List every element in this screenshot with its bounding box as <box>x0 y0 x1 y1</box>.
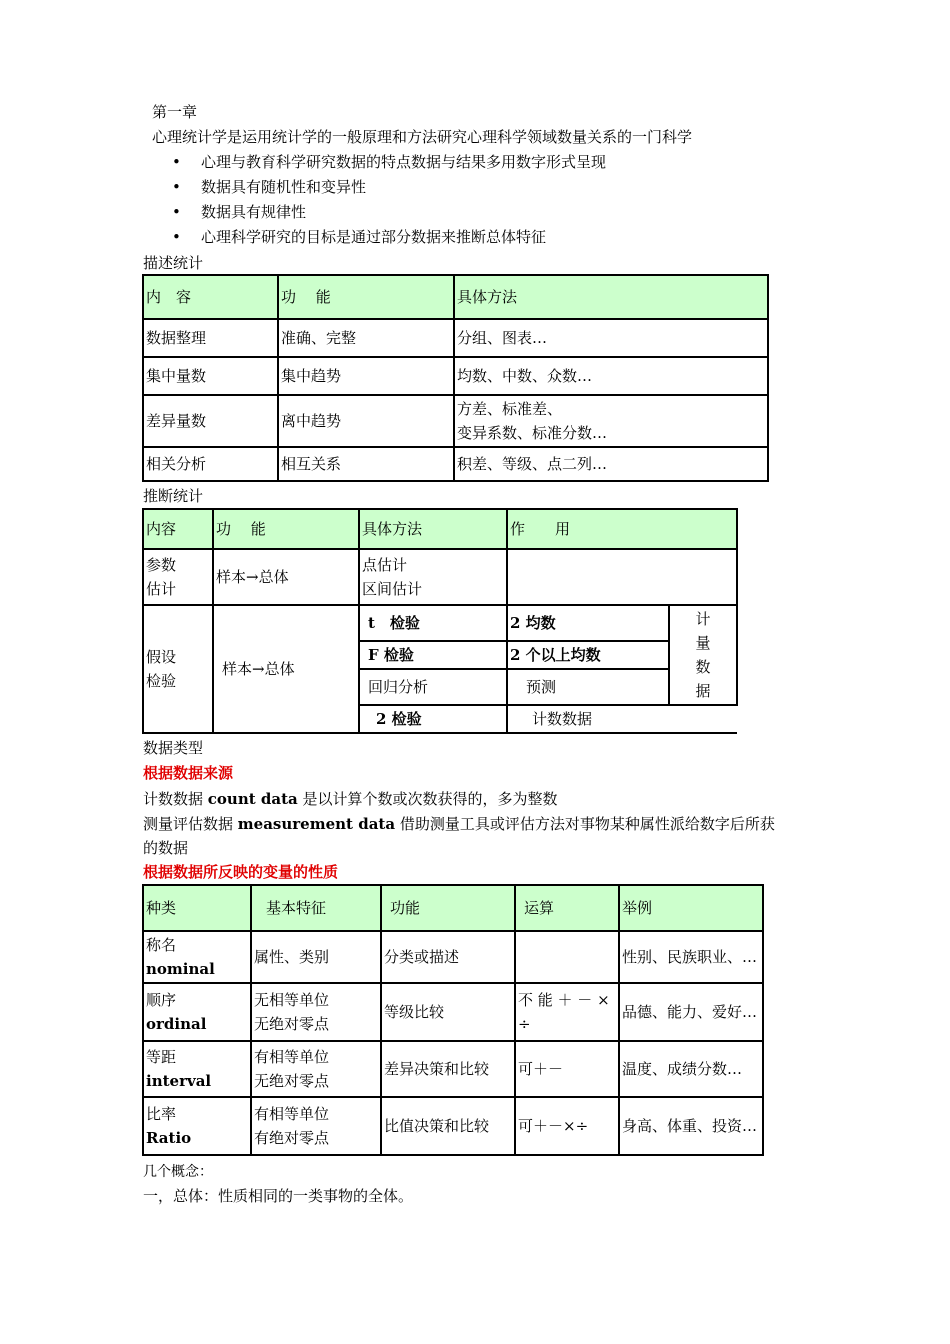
header-cell: 种类 <box>143 885 251 931</box>
level-term: Ratio <box>146 1129 192 1147</box>
table-cell: 样本→总体 <box>213 605 359 733</box>
table-cell: 相互关系 <box>278 447 454 481</box>
table-cell <box>251 931 381 983</box>
table-row <box>143 549 737 605</box>
table-cell: 身高、体重、投资… <box>619 1097 763 1155</box>
table-row <box>143 357 768 395</box>
header-cell: 具体方法 <box>359 509 507 549</box>
table-cell: 均数、中数、众数… <box>454 357 768 395</box>
table-cell <box>507 549 737 605</box>
cell-line: 估计 <box>146 580 177 598</box>
table-cell: 相关分析 <box>143 447 278 481</box>
table-row <box>143 447 768 481</box>
table-cell: 等级比较 <box>381 983 515 1041</box>
table-cell: 分类或描述 <box>381 931 515 983</box>
table-cell: 分组、图表… <box>454 319 768 357</box>
table-header-row <box>143 275 768 319</box>
table-header-row <box>143 885 763 931</box>
cell-line: 不 能 ＋ － × <box>518 991 610 1009</box>
table-cell <box>143 605 213 733</box>
level-term: interval <box>146 1072 212 1090</box>
table-header-row <box>143 509 737 549</box>
table-cell: 数据整理 <box>143 319 278 357</box>
side-label-cell <box>669 605 737 705</box>
table-cell <box>251 983 381 1041</box>
table-cell <box>143 983 251 1041</box>
cell-line: 区间估计 <box>362 580 423 598</box>
list-item: 心理与教育科学研究数据的特点数据与结果多用数字形式呈现 <box>201 153 607 171</box>
count-prefix: 计数数据 <box>143 790 204 808</box>
table-cell: 2 个以上均数 <box>507 641 669 669</box>
table-cell <box>251 1041 381 1097</box>
bullet-marker: • <box>172 178 181 196</box>
header-cell: 具体方法 <box>454 275 768 319</box>
concept-1: 一，总体：性质相同的一类事物的全体。 <box>143 1187 414 1205</box>
level-term: nominal <box>146 960 215 978</box>
count-term: count data <box>207 790 298 808</box>
level-term: ordinal <box>146 1015 207 1033</box>
bullet-marker: • <box>172 228 181 246</box>
param-row-table <box>142 548 738 606</box>
meas-prefix: 测量评估数据 <box>143 815 234 833</box>
header-cell: 内容 <box>143 509 213 549</box>
table-cell: 集中量数 <box>143 357 278 395</box>
intro-text: 心理统计学是运用统计学的一般原理和方法研究心理科学领域数量关系的一门科学 <box>152 128 693 146</box>
measurement-data-line-2: 的数据 <box>143 839 189 857</box>
hyp-table <box>142 604 738 734</box>
level-name: 顺序 <box>146 991 177 1009</box>
table-cell: 2 均数 <box>507 605 669 641</box>
table-row <box>143 319 768 357</box>
side-char: 计 <box>695 610 711 628</box>
table-cell <box>359 549 507 605</box>
table-row <box>143 605 737 641</box>
table-row <box>143 1041 763 1097</box>
by-source-heading: 根据数据来源 <box>143 764 234 782</box>
level-name: 比率 <box>146 1105 177 1123</box>
table-cell <box>515 931 619 983</box>
cell-line: 有相等单位 <box>254 1105 330 1123</box>
cell-line: 无绝对零点 <box>254 1015 330 1033</box>
table-cell <box>143 1041 251 1097</box>
table-cell: 2 检验 <box>359 705 507 733</box>
table-cell: 集中趋势 <box>278 357 454 395</box>
cell-line: 方差、标准差、 <box>457 400 563 418</box>
table-row <box>143 395 768 447</box>
side-char: 据 <box>695 682 711 700</box>
table-cell: 差异量数 <box>143 395 278 447</box>
table-cell <box>515 983 619 1041</box>
table-cell <box>515 1097 619 1155</box>
table-cell: 品德、能力、爱好… <box>619 983 763 1041</box>
cell-line: 可＋－×÷ <box>518 1117 589 1135</box>
level-name: 等距 <box>146 1048 177 1066</box>
cell-line: 检验 <box>146 672 177 690</box>
table-cell: 回归分析 <box>359 669 507 705</box>
table-cell <box>143 931 251 983</box>
header-cell: 内 容 <box>143 275 278 319</box>
inferential-header <box>142 508 738 550</box>
table-cell: 比值决策和比较 <box>381 1097 515 1155</box>
meas-desc: 借助测量工具或评估方法对事物某种属性派给数字后所获 <box>399 815 775 833</box>
descriptive-title: 描述统计 <box>143 254 204 272</box>
data-types-title: 数据类型 <box>143 739 204 757</box>
level-name: 称名 <box>146 936 177 954</box>
table-cell <box>454 395 768 447</box>
table-cell: F 检验 <box>359 641 507 669</box>
header-cell: 功 能 <box>213 509 359 549</box>
table-cell: 准确、完整 <box>278 319 454 357</box>
cell-line: 可＋－ <box>518 1060 564 1078</box>
side-char: 数 <box>695 658 711 676</box>
descriptive-table <box>142 274 769 482</box>
table-cell: 样本→总体 <box>213 549 359 605</box>
chapter-title: 第一章 <box>152 103 198 121</box>
cell-line: 属性、类别 <box>254 948 330 966</box>
cell-line: 有相等单位 <box>254 1048 330 1066</box>
cell-line: 变异系数、标准分数… <box>457 424 608 442</box>
header-cell: 基本特征 <box>251 885 381 931</box>
table-cell <box>515 1041 619 1097</box>
cell-line: 无绝对零点 <box>254 1072 330 1090</box>
bullet-marker: • <box>172 153 181 171</box>
header-cell: 举例 <box>619 885 763 931</box>
bullet-marker: • <box>172 203 181 221</box>
header-cell: 运算 <box>515 885 619 931</box>
cell-line: 无相等单位 <box>254 991 330 1009</box>
table-cell: 预测 <box>507 669 669 705</box>
levels-table <box>142 884 764 1156</box>
list-item: 心理科学研究的目标是通过部分数据来推断总体特征 <box>201 228 547 246</box>
header-cell: 功能 <box>381 885 515 931</box>
table-cell: t 检验 <box>359 605 507 641</box>
measurement-data-line <box>143 814 775 834</box>
table-cell: 性别、民族职业、… <box>619 931 763 983</box>
header-cell: 作 用 <box>507 509 737 549</box>
header-cell: 功 能 <box>278 275 454 319</box>
table-cell: 差异决策和比较 <box>381 1041 515 1097</box>
table-cell <box>251 1097 381 1155</box>
count-data-line <box>143 789 558 809</box>
list-item: 数据具有随机性和变异性 <box>201 178 367 196</box>
meas-term: measurement data <box>237 815 396 833</box>
table-cell <box>143 1097 251 1155</box>
inferential-title: 推断统计 <box>143 487 204 505</box>
cell-line: 有绝对零点 <box>254 1129 330 1147</box>
table-row <box>143 983 763 1041</box>
cell-line: 点估计 <box>362 556 408 574</box>
table-row <box>143 931 763 983</box>
count-desc: 是以计算个数或次数获得的，多为整数 <box>302 790 558 808</box>
table-cell <box>143 549 213 605</box>
list-item: 数据具有规律性 <box>201 203 307 221</box>
table-cell: 积差、等级、点二列… <box>454 447 768 481</box>
cell-line: 参数 <box>146 556 177 574</box>
concepts-title: 几个概念： <box>143 1164 213 1180</box>
table-cell: 温度、成绩分数… <box>619 1041 763 1097</box>
table-cell: 离中趋势 <box>278 395 454 447</box>
cell-line: 假设 <box>146 648 177 666</box>
table-row <box>143 1097 763 1155</box>
table-cell: 计数数据 <box>507 705 737 733</box>
cell-line: ÷ <box>518 1015 531 1033</box>
side-char: 量 <box>695 634 711 652</box>
by-nature-heading: 根据数据所反映的变量的性质 <box>143 863 339 881</box>
